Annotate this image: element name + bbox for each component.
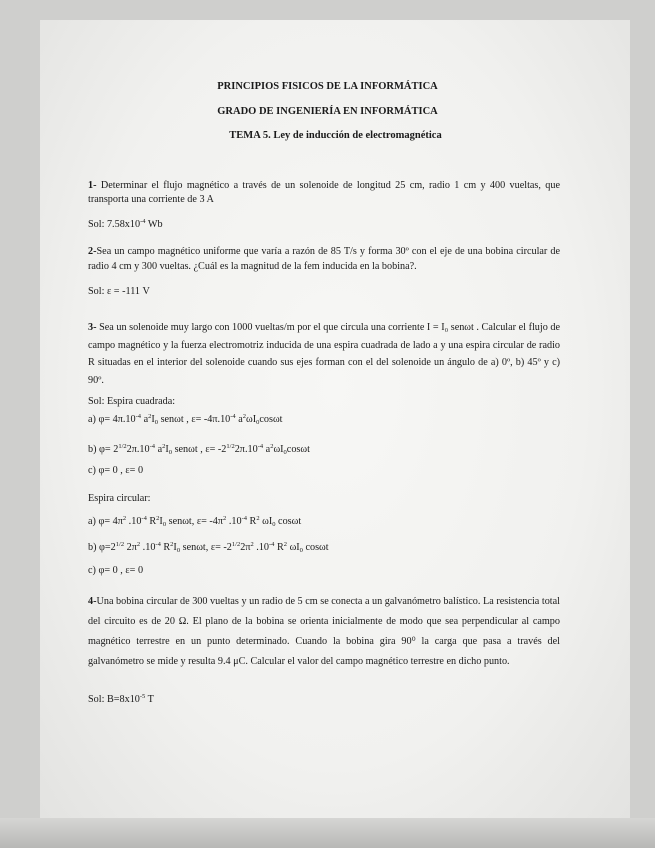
problem-number: 3- <box>88 322 97 333</box>
superscript: -4 <box>140 218 146 225</box>
superscript: -4 <box>141 515 147 522</box>
paper-sheet <box>40 20 630 835</box>
formula-text: cosωt <box>275 516 302 527</box>
formula-text: Espira circular: <box>88 493 151 504</box>
formula-text: ωI <box>287 542 300 553</box>
superscript: -4 <box>135 413 142 420</box>
formula-text: 2π.10 <box>126 444 150 455</box>
formula-text: T <box>145 694 154 705</box>
superscript: -5 <box>139 693 146 700</box>
formula-text: ωI <box>246 414 257 425</box>
superscript: 2 <box>242 413 247 420</box>
course-title: PRINCIPIOS FISICOS DE LA INFORMÁTICA <box>217 81 438 92</box>
formula-text: 2π.10 <box>234 444 258 455</box>
formula-text: senωt, ε= -2 <box>180 542 232 553</box>
formula-text: c) φ= 0 , ε= 0 <box>88 465 144 476</box>
subscript: 0 <box>283 449 287 456</box>
superscript: 2 <box>122 515 127 522</box>
formula-text: .10 <box>253 542 269 553</box>
formula-text: 2π <box>240 542 251 553</box>
subscript: 0 <box>162 521 167 528</box>
problem-number: 2- <box>88 246 97 257</box>
problem-text: Determinar el flujo magnético a través de un solenoide de longitud 25 cm, radio 1 cm y 400 vueltas, que transporta una corriente de 3 A <box>88 180 560 205</box>
formula-text: Sol: B=8x10 <box>88 694 140 705</box>
subscript: 0 <box>176 547 181 554</box>
formula-text: .10 <box>140 542 156 553</box>
formula-text: Sol: 7.58x10 <box>88 219 141 230</box>
formula-text: Sol: ε = -111 V <box>88 286 150 297</box>
subscript: 0 <box>256 419 260 426</box>
formula-text: a) φ= 4π <box>88 516 123 527</box>
topic-title: TEMA 5. Ley de inducción de electromagnética <box>229 130 442 141</box>
superscript: 1/2 <box>231 541 241 548</box>
formula-text: I <box>159 516 163 527</box>
solution-2 <box>88 286 150 297</box>
formula-text: R <box>274 542 284 553</box>
formula-text: cosωt <box>302 542 329 553</box>
formula-text: R <box>146 516 157 527</box>
formula-text: a <box>263 444 271 455</box>
formula-text: a <box>155 444 163 455</box>
circular-loop-b <box>88 542 329 553</box>
subscript: 0 <box>272 521 276 528</box>
problem-1 <box>88 179 560 207</box>
superscript: -4 <box>241 515 247 522</box>
circular-loop-c <box>88 565 143 576</box>
superscript: 2 <box>250 541 254 548</box>
formula-text: R <box>247 516 257 527</box>
superscript: 2 <box>170 541 174 548</box>
superscript: -4 <box>149 443 156 450</box>
superscript: -4 <box>230 413 236 420</box>
formula-text: cosωt <box>286 444 310 455</box>
formula-text: cosωt <box>259 414 283 425</box>
solution-4 <box>88 694 154 705</box>
superscript: 2 <box>148 413 152 420</box>
superscript: -4 <box>155 541 161 548</box>
square-loop-a <box>88 414 283 425</box>
formula-text: I <box>165 444 169 455</box>
formula-text: R <box>160 542 171 553</box>
formula-text: senωt , ε= -2 <box>172 444 227 455</box>
circular-loop-heading <box>88 493 151 504</box>
superscript: 2 <box>156 515 160 522</box>
problem-3 <box>88 319 560 389</box>
formula-text: Wb <box>145 219 163 230</box>
formula-text: I <box>151 414 155 425</box>
subscript: 0 <box>299 547 303 554</box>
square-loop-b <box>88 444 310 455</box>
superscript: 1/2 <box>118 443 127 450</box>
formula-text: 2π <box>124 542 137 553</box>
problem-2 <box>88 244 560 274</box>
superscript: -4 <box>257 443 264 450</box>
subscript: 0 <box>154 419 159 426</box>
superscript: 2 <box>270 443 274 450</box>
formula-text: .10 <box>126 516 142 527</box>
formula-text: a <box>235 414 243 425</box>
formula-text: b) φ= 2 <box>88 444 119 455</box>
solution-3-heading <box>88 396 175 407</box>
superscript: 2 <box>136 541 141 548</box>
formula-text: .10 <box>226 516 242 527</box>
solution-1 <box>88 219 163 230</box>
square-loop-c <box>88 465 143 476</box>
superscript: 2 <box>162 443 166 450</box>
formula-text: a <box>141 414 149 425</box>
superscript: 2 <box>256 515 260 522</box>
formula-text: c) φ= 0 , ε= 0 <box>88 565 144 576</box>
formula-text: I <box>173 542 177 553</box>
problem-text: Sea un solenoide muy largo con 1000 vueltas/m por el que circula una corriente I = I₀ senωt . Calcular el flujo de campo magnético y la fuerza electromotriz inducida de una espira cuadrada de lado a y una espira circular de radio R situadas en el interior del solenoide cuando sus ejes forman con el del solenoide un ángulo de a) 0º, b) 45º y c) 90º. <box>88 322 560 386</box>
problem-4 <box>88 592 560 672</box>
formula-text: senωt, ε= -4π <box>166 516 224 527</box>
superscript: 1/2 <box>226 443 235 450</box>
superscript: -4 <box>269 541 275 548</box>
superscript: 2 <box>223 515 227 522</box>
problem-text: Una bobina circular de 300 vueltas y un radio de 5 cm se conecta a un galvanómetro balístico. La resistencia total del circuito es de 20 Ω. El plano de la bobina se orienta inicialmente de modo que sea perpendicular al campo magnético terrestre en un punto determinado. Cuando la bobina gira 90⁰ la carga que pasa a través del galvanómetro se mide y resulta 9.4 μC. Calcular el valor del campo magnético terrestre en dicho punto. <box>88 596 560 667</box>
problem-number: 4- <box>88 596 97 607</box>
problem-text: Sea un campo magnético uniforme que varía a razón de 85 T/s y forma 30º con el eje de una bobina circular de radio 4 cm y 300 vueltas. ¿Cuál es la magnitud de la fem inducida en la bobina?. <box>88 246 560 272</box>
circular-loop-a <box>88 516 301 527</box>
formula-text: ωI <box>259 516 273 527</box>
formula-text: a) φ= 4π.10 <box>88 414 136 425</box>
formula-text: ωI <box>273 444 284 455</box>
degree-title: GRADO DE INGENIERÍA EN INFORMÁTICA <box>217 106 438 117</box>
formula-text: Sol: Espira cuadrada: <box>88 396 176 407</box>
formula-text: senωt , ε= -4π.10 <box>158 414 231 425</box>
superscript: 1/2 <box>115 541 125 548</box>
superscript: 2 <box>283 541 288 548</box>
problem-number: 1- <box>88 180 97 191</box>
page-bottom-shadow <box>0 818 655 848</box>
subscript: 0 <box>168 449 173 456</box>
formula-text: b) φ=2 <box>88 542 116 553</box>
